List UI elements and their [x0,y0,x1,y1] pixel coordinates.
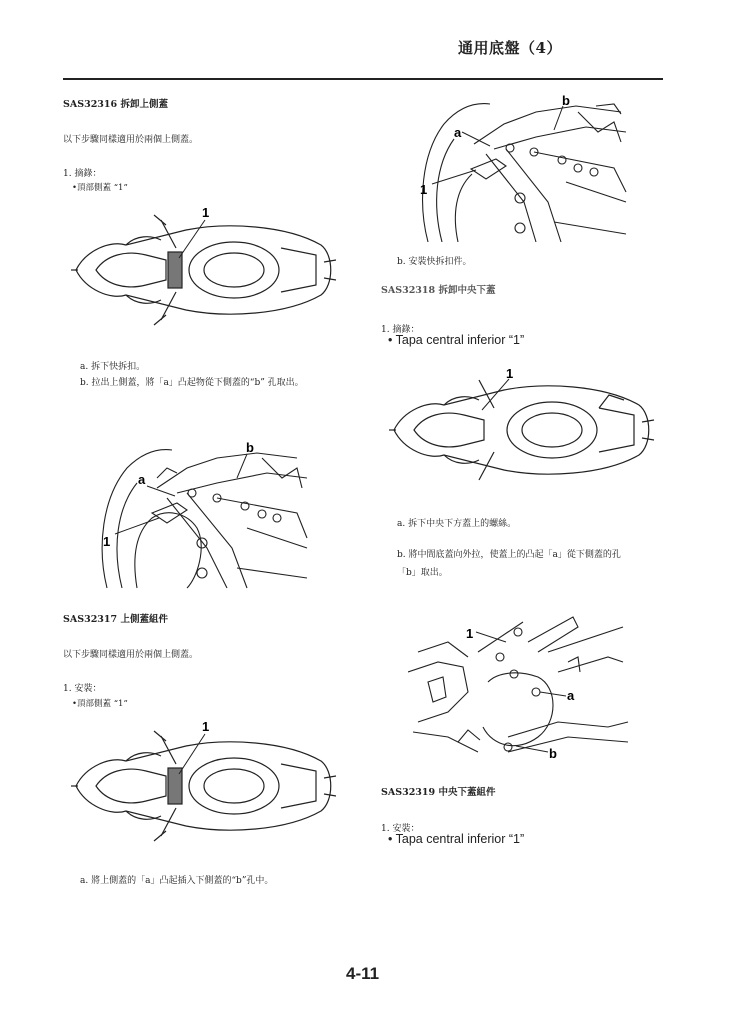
section-intro: 以下步驟同樣適用於兩個上側蓋。 [63,135,199,145]
step-label: 1. 摘錄： [381,325,420,335]
note-b: b. 拉出上側蓋，將「a」凸起物從下側蓋的“b” 孔取出。 [80,378,304,388]
page-number: 4-11 [346,964,380,983]
scooter-top-view-figure-2 [66,716,341,846]
center-lower-cover-detail-figure [408,612,630,762]
step-label: 1. 安裝： [63,684,102,694]
callout-1: 1 [202,719,210,734]
note-b-line-2: 「b」取出。 [397,568,448,578]
bullet-item: • Tapa central inferior “1” [388,333,525,347]
section-code-upper-side-cover-install: SAS32317 上側蓋組件 [63,614,168,625]
callout-a: a [138,472,146,487]
callout-1: 1 [103,534,111,549]
callout-1: 1 [202,205,210,220]
section-code-remove-upper-side-cover: SAS32316 拆卸上側蓋 [63,99,168,110]
callout-a: a [454,125,462,140]
note-b-line-1: b. 將中間底蓋向外拉，使蓋上的凸起「a」從下側蓋的孔 [397,550,621,560]
section-code-center-lower-cover-install: SAS32319 中央下蓋組件 [381,787,496,798]
bullet-item: •頂部側蓋 “1” [72,699,128,709]
callout-1: 1 [466,626,474,641]
step-label: 1. 安裝： [381,824,420,834]
header-rule [63,78,663,80]
bullet-item: • Tapa central inferior “1” [388,832,525,846]
upper-side-cover-detail-figure [97,438,312,590]
callout-1: 1 [506,366,514,381]
page-header-title: 通用底盤（4） [458,39,562,57]
section-intro: 以下步驟同樣適用於兩個上側蓋。 [63,650,199,660]
note-a: a. 將上側蓋的「a」凸起插入下側蓋的“b”孔中。 [80,876,274,886]
callout-a: a [567,688,575,703]
callout-b: b [562,94,570,108]
callout-b: b [246,440,254,455]
note-a: a. 拆下快拆扣。 [80,362,146,372]
section-code-remove-center-lower-cover: SAS32318 拆卸中央下蓋 [381,285,496,296]
note-b: b. 安裝快拆扣件。 [397,257,472,267]
scooter-top-view-figure-1 [66,200,341,330]
bullet-item: •頂部側蓋 “1” [72,183,128,193]
callout-1: 1 [420,182,428,197]
scooter-top-view-figure-3 [384,365,659,485]
step-label: 1. 摘錄： [63,169,102,179]
callout-b: b [549,746,557,761]
quick-fastener-install-figure [416,94,631,244]
note-a: a. 拆下中央下方蓋上的螺絲。 [397,519,517,529]
